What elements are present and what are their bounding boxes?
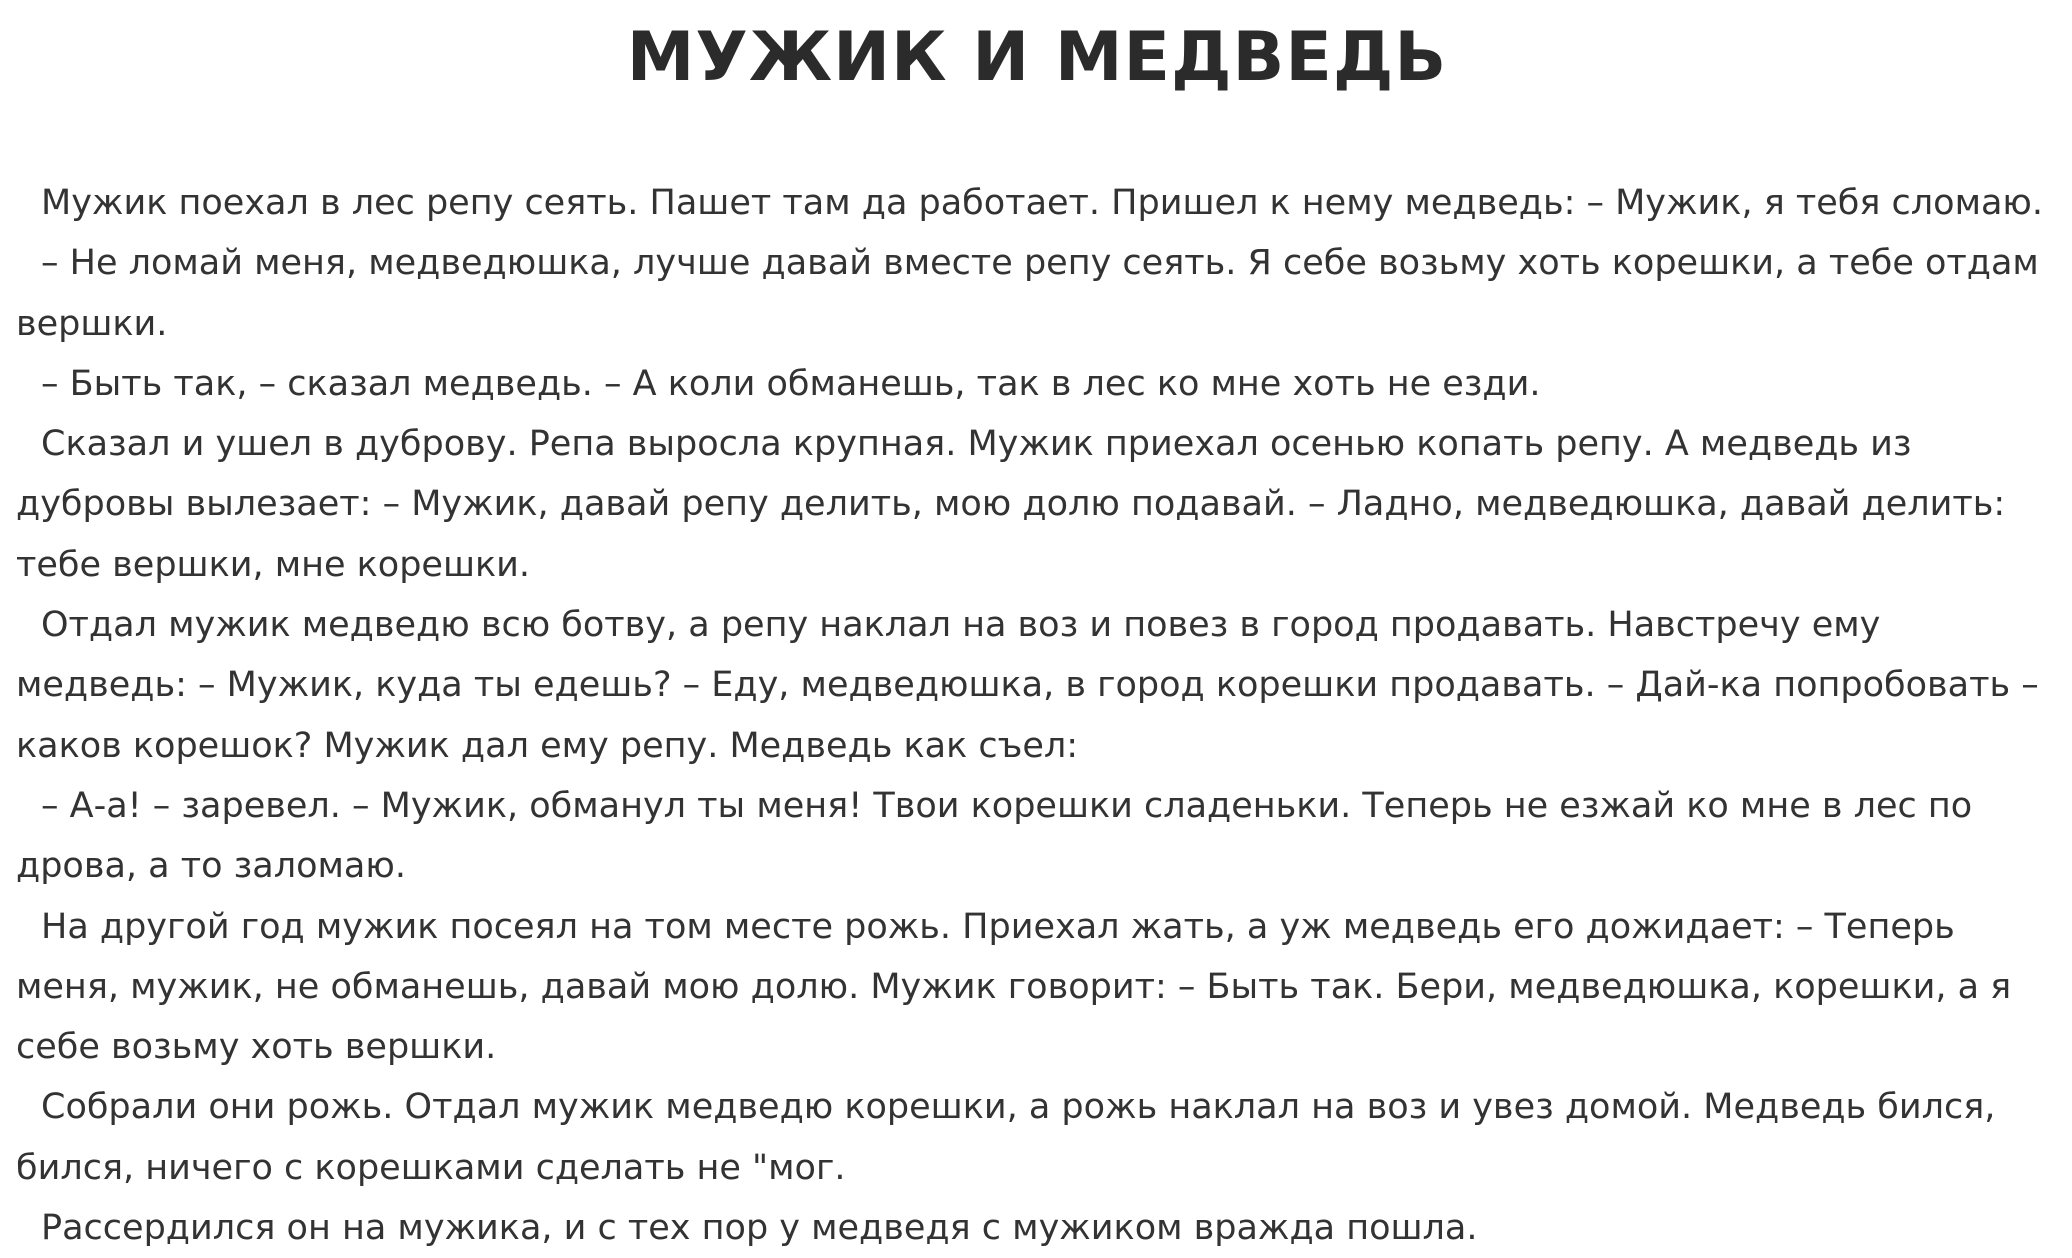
paragraph: Сказал и ушел в дуброву. Репа выросла крупная. Мужик приехал осенью копать репу. А медведь из дубровы вылезает: – Мужик, давай репу делить, мою долю подавай. – Ладно, медведюшка, давай делить: тебе вершки, мне корешки. <box>16 424 2006 585</box>
paragraph: Рассердился он на мужика, и с тех пор у медведя с мужиком вражда пошла. <box>41 1208 1478 1249</box>
paragraph: Собрали они рожь. Отдал мужик медведю корешки, а рожь наклал на воз и увез домой. Медведь бился, бился, ничего с корешками сделать не "мог. <box>16 1087 1996 1188</box>
paragraph: – Быть так, – сказал медведь. – А коли обманешь, так в лес ко мне хоть не езди. <box>41 363 1541 404</box>
page-title: МУЖИК И МЕДВЕДЬ <box>626 18 1448 97</box>
paragraph: – А-а! – заревел. – Мужик, обманул ты меня! Твои корешки сладеньки. Теперь не езжай ко мне в лес по дрова, а то заломаю. <box>16 785 1973 887</box>
paragraph: Мужик поехал в лес репу сеять. Пашет там да работает. Пришел к нему медведь: – Мужик, я тебя сломаю. <box>41 183 2044 223</box>
paragraph: На другой год мужик посеял на том месте рожь. Приехал жать, а уж медведь его дожидает: – Теперь меня, мужик, не обманешь, давай мою долю. Мужик говорит: – Быть так. Бери, медведюшка, корешки, а я себе возьму хоть вершки. <box>16 906 2012 1068</box>
paragraph: – Не ломай меня, медведюшка, лучше давай вместе репу сеять. Я себе возьму хоть корешки, а тебе отдам вершки. <box>16 243 2039 344</box>
paragraph: Отдал мужик медведю всю ботву, а репу наклал на воз и повез в город продавать. Навстречу ему медведь: – Мужик, куда ты едешь? – Еду, медведюшка, в город корешки продавать. – Дай-ка попробовать – каков корешок? Мужик дал ему репу. Медведь как съел: <box>16 605 2039 766</box>
story-text <box>16 173 2058 1258</box>
